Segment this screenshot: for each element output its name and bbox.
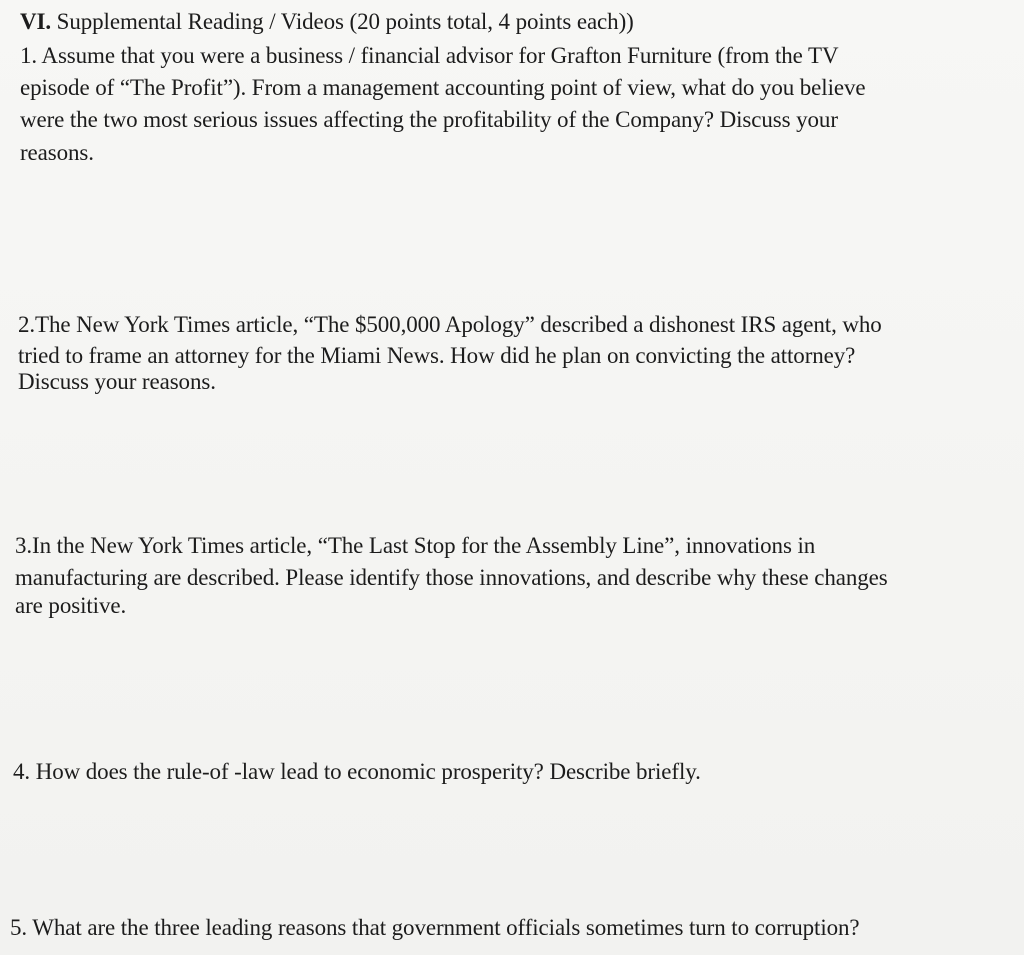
question-1-line-3: were the two most serious issues affecting the profitability of the Company? Discuss your bbox=[20, 107, 838, 132]
question-2-line-3: Discuss your reasons. bbox=[18, 369, 216, 394]
question-3-line-3: are positive. bbox=[15, 593, 127, 618]
question-3-line-1: 3.In the New York Times article, “The Last Stop for the Assembly Line”, innovations in bbox=[15, 533, 816, 558]
question-1-line-4: reasons. bbox=[20, 140, 94, 165]
question-2-line-2: tried to frame an attorney for the Miami News. How did he plan on convicting the attorney? bbox=[18, 343, 856, 368]
section-number: VI. bbox=[20, 9, 52, 34]
question-1-line-2: episode of “The Profit”). From a management accounting point of view, what do you believe bbox=[20, 75, 866, 100]
question-3-line-2: manufacturing are described. Please identify those innovations, and describe why these changes bbox=[15, 565, 888, 590]
section-heading bbox=[20, 6, 634, 38]
question-5-line-1: 5. What are the three leading reasons that government officials sometimes turn to corruption? bbox=[10, 915, 860, 940]
question-4-line-1: 4. How does the rule-of -law lead to economic prosperity? Describe briefly. bbox=[13, 759, 701, 784]
question-2-line-1: 2.The New York Times article, “The $500,000 Apology” described a dishonest IRS agent, who bbox=[18, 312, 882, 337]
section-title: Supplemental Reading / Videos (20 points total, 4 points each)) bbox=[51, 9, 634, 34]
question-1-line-1: 1. Assume that you were a business / financial advisor for Grafton Furniture (from the TV bbox=[20, 43, 839, 68]
